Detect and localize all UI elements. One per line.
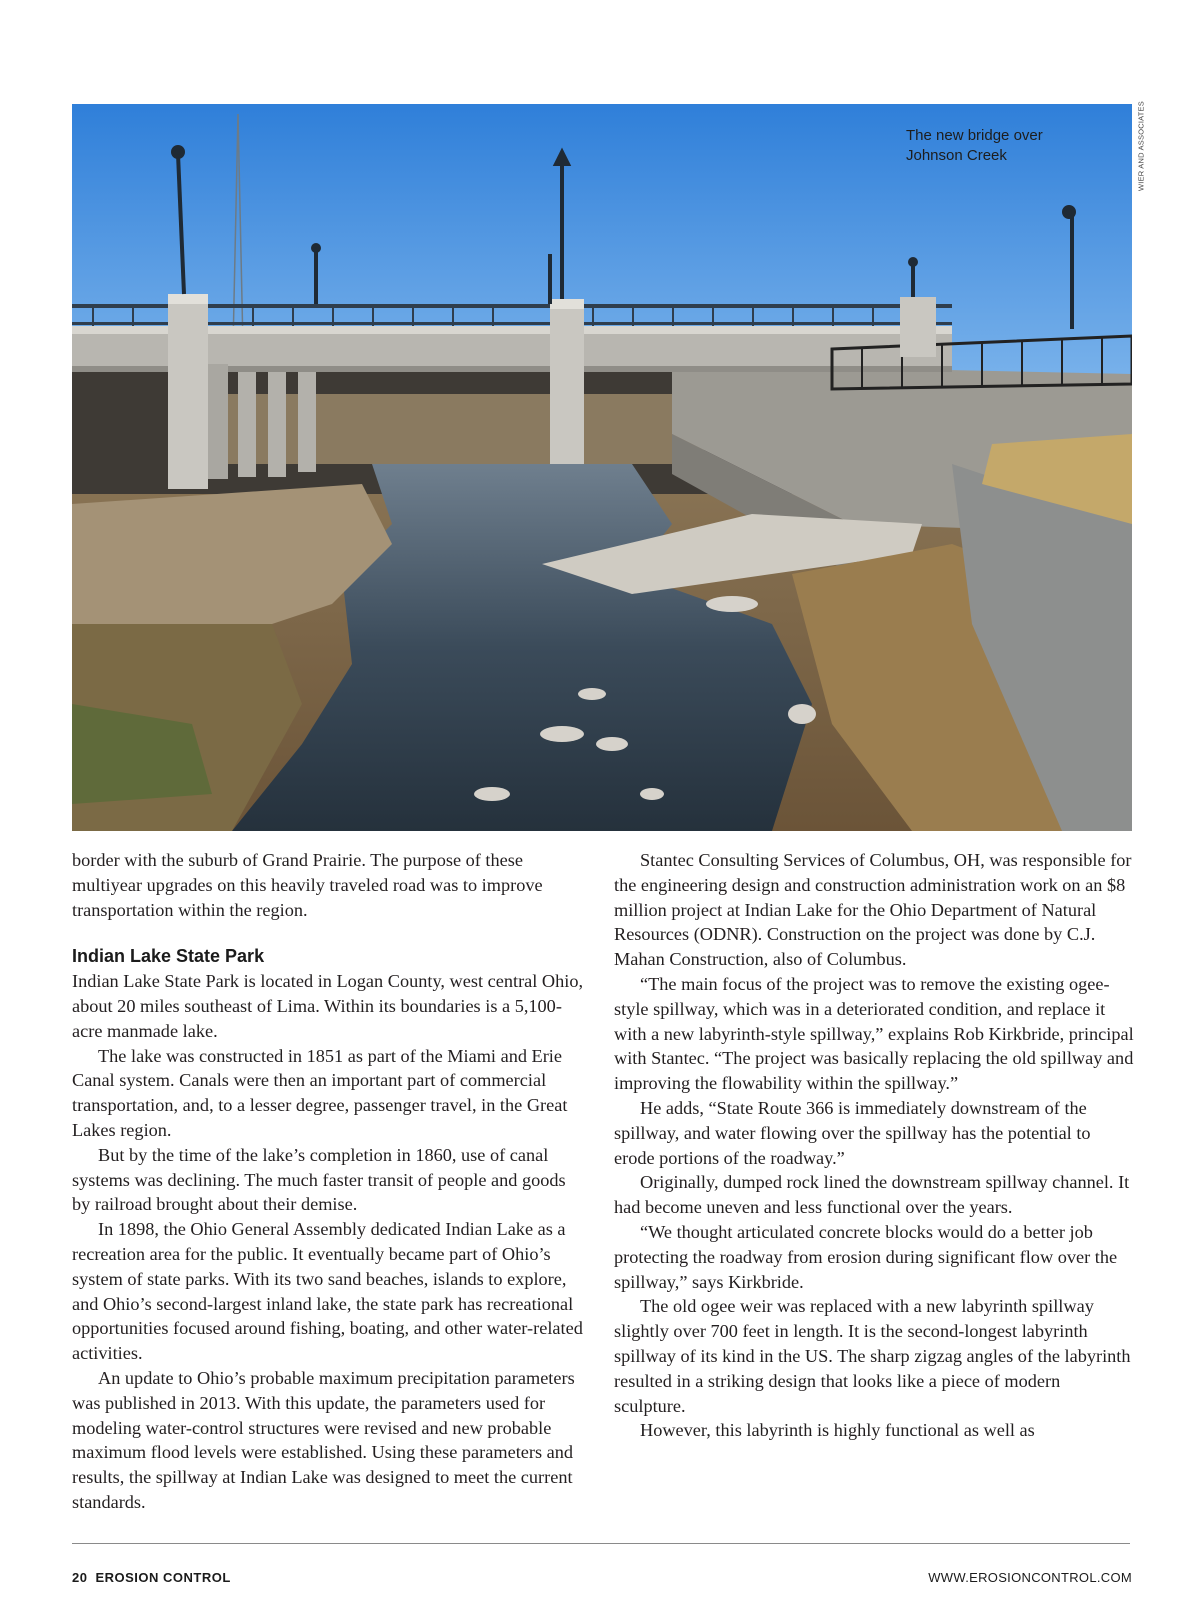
footer-folio bbox=[72, 1570, 231, 1585]
right-column bbox=[614, 848, 1134, 1443]
left-paragraph-6: An update to Ohio’s probable maximum precipitation parameters was published in 2013. With this update, the parameters used for modeling water-control structures were revised and new probable maximum flood levels were established. Using these parameters and results, the spillway at Indian Lake was designed to meet the current standards. bbox=[72, 1367, 575, 1512]
left-paragraph-3: The lake was constructed in 1851 as part of the Miami and Erie Canal system. Canals were then an important part of commercial transportation, and, to a lesser degree, passenger travel, in the Great Lakes region. bbox=[72, 1045, 568, 1140]
bridge-photo bbox=[72, 104, 1132, 831]
left-paragraph-4: But by the time of the lake’s completion in 1860, use of canal systems was declining. The much faster transit of people and goods by railroad brought about their demise. bbox=[72, 1144, 566, 1215]
right-paragraph-4: Originally, dumped rock lined the downstream spillway channel. It had become uneven and less functional over the years. bbox=[614, 1172, 1130, 1218]
page-number: 20 bbox=[72, 1570, 88, 1585]
section-heading: Indian Lake State Park bbox=[72, 946, 265, 967]
left-paragraph-2: Indian Lake State Park is located in Logan County, west central Ohio, about 20 miles southeast of Lima. Within its boundaries is a 5,100-acre manmade lake. bbox=[72, 971, 584, 1041]
right-paragraph-5: “We thought articulated concrete blocks would do a better job protecting the roadway from erosion during significant flow over the spillway,” says Kirkbride. bbox=[614, 1221, 1118, 1292]
right-paragraph-1: Stantec Consulting Services of Columbus, OH, was responsible for the engineering design and construction administration work on an $8 million project at Indian Lake for the Ohio Department of Natural Resources (ODNR). Construction on the project was done by C.J. Mahan Construction, also of Columbus. bbox=[614, 850, 1132, 970]
photo-credit-text: WIER AND ASSOCIATES bbox=[1136, 101, 1146, 191]
left-paragraph-1: border with the suburb of Grand Prairie. The purpose of these multiyear upgrades on this heavily traveled road was to improve transportation within the region. bbox=[72, 850, 543, 920]
footer-divider bbox=[72, 1543, 1130, 1544]
photo-caption bbox=[906, 126, 1106, 166]
photo-credit bbox=[1136, 101, 1146, 191]
right-paragraph-6: The old ogee weir was replaced with a new labyrinth spillway slightly over 700 feet in length. It is the second-longest labyrinth spillway of its kind in the US. The sharp zigzag angles of the labyrinth resulted in a striking design that looks like a piece of modern sculpture. bbox=[614, 1296, 1131, 1416]
right-paragraph-7: However, this labyrinth is highly functional as well as bbox=[640, 1420, 1035, 1441]
right-paragraph-2: “The main focus of the project was to remove the existing ogee-style spillway, which was in a deteriorated condition, and replace it with a new labyrinth-style spillway,” explains Rob Kirkbride, principal with Stantec. “The project was basically replacing the old spillway and improving the flowability within the spillway.” bbox=[614, 973, 1134, 1094]
magazine-name: EROSION CONTROL bbox=[95, 1570, 231, 1585]
right-paragraph-3: He adds, “State Route 366 is immediately downstream of the spillway, and water flowing over the spillway has the potential to erode portions of the roadway.” bbox=[614, 1097, 1091, 1168]
caption-line-1: The new bridge over bbox=[906, 127, 1043, 144]
left-column bbox=[72, 848, 584, 1515]
caption-line-2: Johnson Creek bbox=[906, 147, 1007, 164]
left-paragraph-5: In 1898, the Ohio General Assembly dedicated Indian Lake as a recreation area for the public. It eventually became part of Ohio’s system of state parks. With its two sand beaches, islands to explore, and Ohio’s second-largest inland lake, the state park has recreational opportunities focused around fishing, boating, and other water-related activities. bbox=[72, 1219, 583, 1364]
footer-website[interactable]: WWW.EROSIONCONTROL.COM bbox=[928, 1570, 1132, 1585]
